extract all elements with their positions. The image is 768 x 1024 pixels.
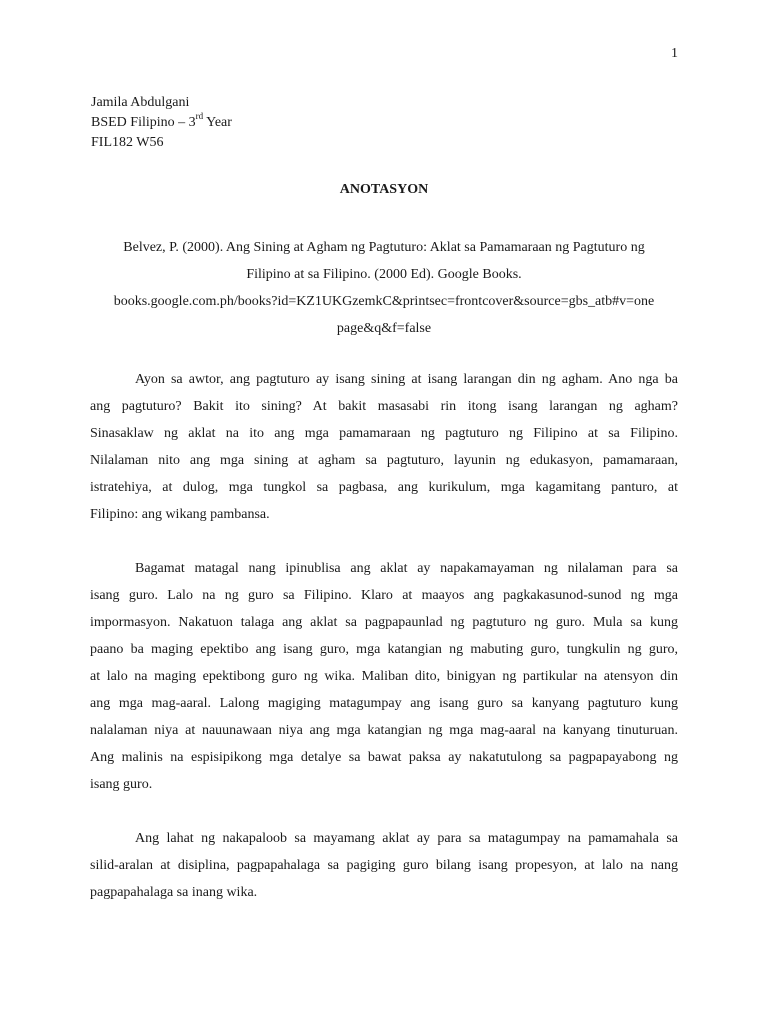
paragraph-line: isang guro. — [90, 777, 153, 792]
document-title: ANOTASYON — [339, 182, 429, 197]
citation-line: books.google.com.ph/books?id=KZ1UKGzemkC&printsec=frontcover&source=gbs_atb#v=one — [113, 294, 655, 309]
author-header — [91, 93, 232, 153]
paragraph-line: impormasyon. Nakatuon talaga ang aklat sa pagpapaunlad ng pagtuturo ng guro. Mula sa kung — [90, 615, 678, 630]
citation-line: Filipino at sa Filipino. (2000 Ed). Google Books. — [246, 267, 522, 282]
paragraph-line: Ang lahat ng nakapaloob sa mayamang aklat ay para sa matagumpay na pamamahala sa — [135, 831, 678, 846]
page-number: 1 — [671, 46, 678, 61]
paragraph-1 — [90, 366, 678, 528]
course-code: FIL182 W56 — [91, 135, 164, 150]
program-suffix: Year — [203, 115, 232, 130]
citation — [90, 234, 678, 342]
paragraph-line: istratehiya, at dulog, mga tungkol sa pagbasa, ang kurikulum, mga kagamitang panturo, at — [90, 480, 678, 495]
paragraph-line: pagpapahalaga sa inang wika. — [90, 885, 258, 900]
annotation-body — [90, 366, 678, 933]
paragraph-line: Filipino: ang wikang pambansa. — [90, 507, 270, 522]
paragraph-line: ang mga mag-aaral. Lalong magiging matagumpay ang isang guro sa kanyang pagtuturo kung — [90, 696, 678, 711]
paragraph-line: Bagamat matagal nang ipinublisa ang aklat ay napakamayaman ng nilalaman para sa — [135, 561, 678, 576]
program-ordinal: rd — [195, 111, 204, 122]
paragraph-line: Ayon sa awtor, ang pagtuturo ay isang sining at isang larangan din ng agham. Ano nga ba — [135, 372, 678, 387]
program-line — [91, 113, 232, 133]
citation-line: Belvez, P. (2000). Ang Sining at Agham ng Pagtuturo: Aklat sa Pamamaraan ng Pagtuturo ng — [123, 240, 645, 255]
paragraph-line: silid-aralan at disiplina, pagpapahalaga sa pagiging guro bilang isang propesyon, at lalo na nang — [90, 858, 678, 873]
paragraph-2 — [90, 555, 678, 798]
paragraph-line: Sinasaklaw ng aklat na ito ang mga pamamaraan ng pagtuturo ng Filipino at sa Filipino. — [90, 426, 678, 441]
author-name: Jamila Abdulgani — [91, 95, 190, 110]
paragraph-line: Ang malinis na espisipikong mga detalye sa bawat paksa ay nakatutulong sa pagpapayabong ng — [90, 750, 678, 765]
paragraph-3 — [90, 825, 678, 906]
program-prefix: BSED Filipino – 3 — [91, 115, 196, 130]
paragraph-line: paano ba maging epektibo ang isang guro, mga katangian ng mabuting guro, tungkulin ng guro, — [90, 642, 678, 657]
paragraph-line: isang guro. Lalo na ng guro sa Filipino. Klaro at maayos ang pagkakasunod-sunod ng mga — [90, 588, 678, 603]
paragraph-line: ang pagtuturo? Bakit ito sining? At bakit masasabi rin itong isang larangan ng agham? — [90, 399, 678, 414]
paragraph-line: at lalo na maging epektibong guro ng wika. Maliban dito, binigyan ng partikular na atensyon din — [90, 669, 678, 684]
paragraph-line: nalalaman niya at nauunawaan niya ang mga katangian ng mga mag-aaral na kanyang tinuturuan. — [90, 723, 678, 738]
citation-line: page&q&f=false — [336, 321, 432, 336]
paragraph-line: Nilalaman nito ang mga sining at agham sa pagtuturo, layunin ng edukasyon, pamamaraan, — [90, 453, 678, 468]
